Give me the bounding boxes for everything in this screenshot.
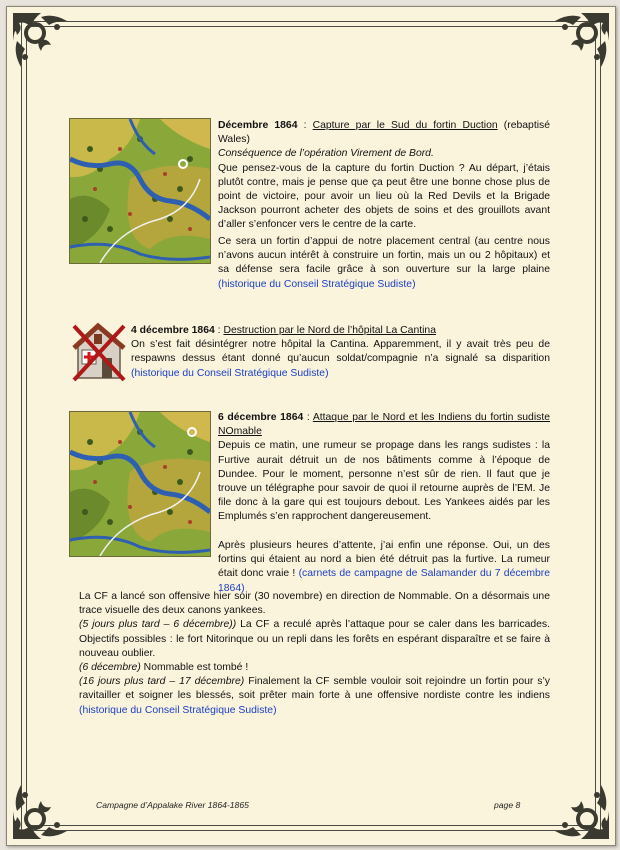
corner-ornament-icon: [547, 781, 611, 841]
entry-attack-nomable: [218, 411, 550, 525]
entry-subtitle: Conséquence de l’opération Virement de Bord.: [218, 148, 434, 160]
cf-paragraph: Finalement la CF semble vouloir soit rejoindre un fortin pour s’y ravitailler et soigner les blessés, soit prêter main forte à une offensive nordiste contre les indiens: [79, 676, 551, 702]
entry-destruction-cantina: [131, 324, 550, 381]
corner-ornament-icon: [11, 11, 75, 71]
corner-ornament-icon: [11, 781, 75, 841]
destroyed-hospital-icon: [70, 320, 128, 382]
entry-title-tail: (rebaptisé Wales): [218, 120, 550, 146]
source-link[interactable]: (historique du Conseil Stratégique Sudiste): [218, 278, 416, 290]
source-link[interactable]: (historique du Conseil Stratégique Sudiste): [79, 704, 277, 716]
entry-separator: :: [297, 120, 313, 131]
entry-title: Capture par le Sud du fortin Duction: [312, 120, 498, 131]
entry-attack-nomable-para2: [79, 539, 550, 596]
entry-paragraph: On s’est fait désintégrer notre hôpital la Cantina. Apparemment, il y avait très peu de respawns dessus étant donné qu’aucun soldat/compagnie n’a signalé sa disparition: [131, 339, 550, 365]
cf-time-note: (6 décembre): [79, 662, 141, 674]
entry-paragraph: Que pensez-vous de la capture du fortin Duction ? Au départ, j’étais plutôt contre, mais je pense que ça peut être une bonne chose plus de point de victoire, pour avoir un lieu où la Red Devils et la Brigade Jackson pourront acheter des objets de soins et des grouillots avant d’aller s’enfoncer vers le centre de la carte.: [218, 162, 550, 231]
source-link[interactable]: (historique du Conseil Stratégique Sudiste): [131, 367, 329, 379]
corner-ornament-icon: [547, 11, 611, 71]
entry-date: 6 décembre 1864: [218, 412, 304, 423]
cf-paragraph: La CF a lancé son offensive hier soir (30 novembre) en direction de Nommable. On a désormais une trace visuelle des deux canons yankees.: [79, 591, 550, 617]
entry-date: 4 décembre 1864: [131, 325, 215, 336]
entry-separator: :: [303, 412, 313, 423]
entry-paragraph: Ce sera un fortin d’appui de notre placement central (au centre nous n’avons aucun intérêt à construire un fortin, mais un ou 2 hôpitaux) et sa défense sera facile grâce à son ouverture sur la large plaine: [218, 236, 550, 276]
footer-campaign: Campagne d’Appalake River 1864-1865: [96, 800, 249, 810]
entry-paragraph: Depuis ce matin, une rumeur se propage dans les rangs sudistes : la Furtive aurait détruit un de nos bâtiments comme à l’époque de Dundee. Pour le moment, personne n’est sûr de rien. Il faut que je trouve un télégraphe pour savoir de quoi il retourne auprès de l’EM. Je file donc à la gare qui est toujours debout. Les Yankees aidés par les Emplumés s’en rapprochent dangereusement.: [218, 440, 550, 523]
entry-title: Destruction par le Nord de l’hôpital La Cantina: [223, 325, 436, 336]
entry-paragraph: Après plusieurs heures d’attente, j’ai enfin une réponse. Oui, un des fortins qui étaient au nord a bien été détruit pas la furtive. La rumeur était donc vraie !: [218, 540, 550, 580]
cf-time-note: (16 jours plus tard – 17 décembre): [79, 676, 245, 688]
entry-separator: :: [214, 325, 224, 336]
entry-capture-duction-para2: [79, 235, 550, 292]
entry-capture-duction: [218, 119, 550, 233]
entry-title: Attaque par le Nord et les Indiens du fortin sudiste NOmable: [218, 412, 550, 438]
cf-offensive-section: [79, 590, 550, 718]
footer-page-number: page 8: [494, 800, 521, 810]
source-link[interactable]: (carnets de campagne de Salamander du 7 décembre 1864): [218, 568, 550, 594]
entry-date: Décembre 1864: [218, 120, 298, 131]
terrain-map-image: [69, 411, 211, 557]
cf-paragraph: La CF a reculé après l’attaque pour se caler dans les barricades. Objectifs possibles : le fort Nitorinque ou un repli dans les forêts en espérant disparaître et se faire à nouveau oublier.: [79, 619, 550, 659]
cf-paragraph: Nommable est tombé !: [140, 662, 249, 674]
cf-time-note: (5 jours plus tard – 6 décembre)): [79, 619, 237, 631]
